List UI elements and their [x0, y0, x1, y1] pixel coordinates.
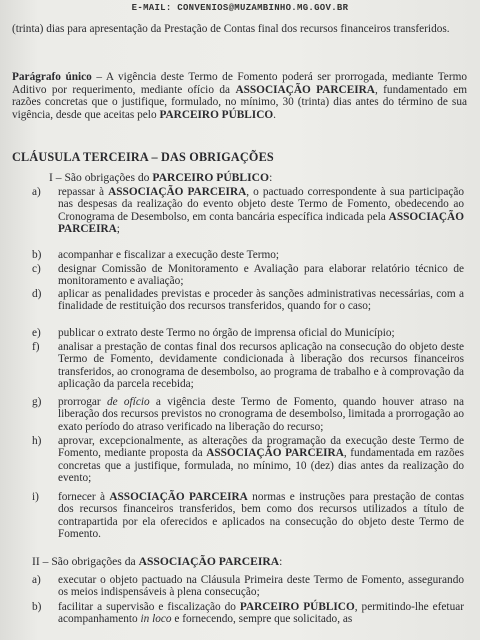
list-item: e) publicar o extrato deste Termo no órgão de imprensa oficial do Município; — [32, 327, 395, 339]
list-item: c) designar Comissão de Monitoramento e Avaliação para elaborar relatório técnico de monitoramento e avaliação; — [32, 263, 464, 288]
list-item: b) facilitar a supervisão e fiscalização do PARCEIRO PÚBLICO, permitindo-lhe efetuar acompanhamento in loco e fornecendo, sempre que solicitado, as — [32, 601, 465, 626]
intro-paragraph: (trinta) dias para apresentação da Prestação de Contas final dos recursos financeiros transferidos. — [12, 23, 450, 35]
header-email: E-MAIL: CONVENIOS@MUZAMBINHO.MG.GOV.BR — [131, 3, 349, 13]
list-item: a) executar o objeto pactuado na Cláusula Primeira deste Termo de Fomento, assegurando os meios indispensáveis à plena consecução; — [32, 574, 464, 599]
list-item: a) repassar à ASSOCIAÇÃO PARCEIRA, o pactuado correspondente à sua participação nas despesas da realização do evento objeto deste Termo de Fomento, obedecendo ao Cronograma de Desembolso, em conta bancária específica indicada pela ASSOCIAÇÃO PARCEIRA; — [32, 186, 465, 235]
paragrafo-unico-label: Parágrafo único — [12, 71, 92, 83]
list-item: g) prorrogar de ofício a vigência deste Termo de Fomento, quando houver atraso na liberação dos recursos previstos no cronograma de desembolso, limitada a prorrogação ao exato período do atraso verificado na liberação do recurso; — [32, 396, 465, 433]
list-item: f) analisar a prestação de contas final dos recursos aplicação na consecução do objeto deste Termo de Fomento, devidamente condicionada à liberação dos recursos financeiros transferidos, ao cronograma de desembolso, ao programa de trabalho e à comprovação da aplicação da parcela recebida; — [32, 341, 464, 390]
section-2-heading: II – São obrigações da ASSOCIAÇÃO PARCEIRA: — [32, 555, 283, 568]
list-item: h) aprovar, excepcionalmente, as alterações da programação da execução deste Termo de Fomento, mediante proposta da ASSOCIAÇÃO PARCEIRA, fundamentada em razões concretas que a justifique, formulada, no mínimo, 10 (dez) dias antes da realização do evento; — [32, 435, 465, 484]
clausula-title: CLÁUSULA TERCEIRA – DAS OBRIGAÇÕES — [12, 150, 274, 164]
section-1-heading: I – São obrigações do PARCEIRO PÚBLICO: — [49, 171, 273, 184]
list-item: i) fornecer à ASSOCIAÇÃO PARCEIRA normas e instruções para prestação de contas dos recursos financeiros transferidos, bem como dos recursos utilizados a título de contrapartida por ela oferecidos e aplicados na consecução do objeto deste Termo de Fomento. — [32, 491, 464, 540]
list-item: d) aplicar as penalidades previstas e proceder às sanções administrativas necessárias, com a finalidade de restituição dos recursos transferidos, quando for o caso; — [32, 288, 464, 313]
paragrafo-unico: Parágrafo único – A vigência deste Termo de Fomento poderá ser prorrogada, mediante Termo Aditivo por requerimento, mediante ofício da ASSOCIAÇÃO PARCEIRA, fundamentado em razões concretas que o justifique, formulado, no mínimo, 30 (trinta) dias antes do término de sua vigência, desde que aceitas pelo PARCEIRO PÚBLICO. — [12, 71, 468, 121]
list-item: b) acompanhar e fiscalizar a execução deste Termo; — [32, 249, 280, 261]
